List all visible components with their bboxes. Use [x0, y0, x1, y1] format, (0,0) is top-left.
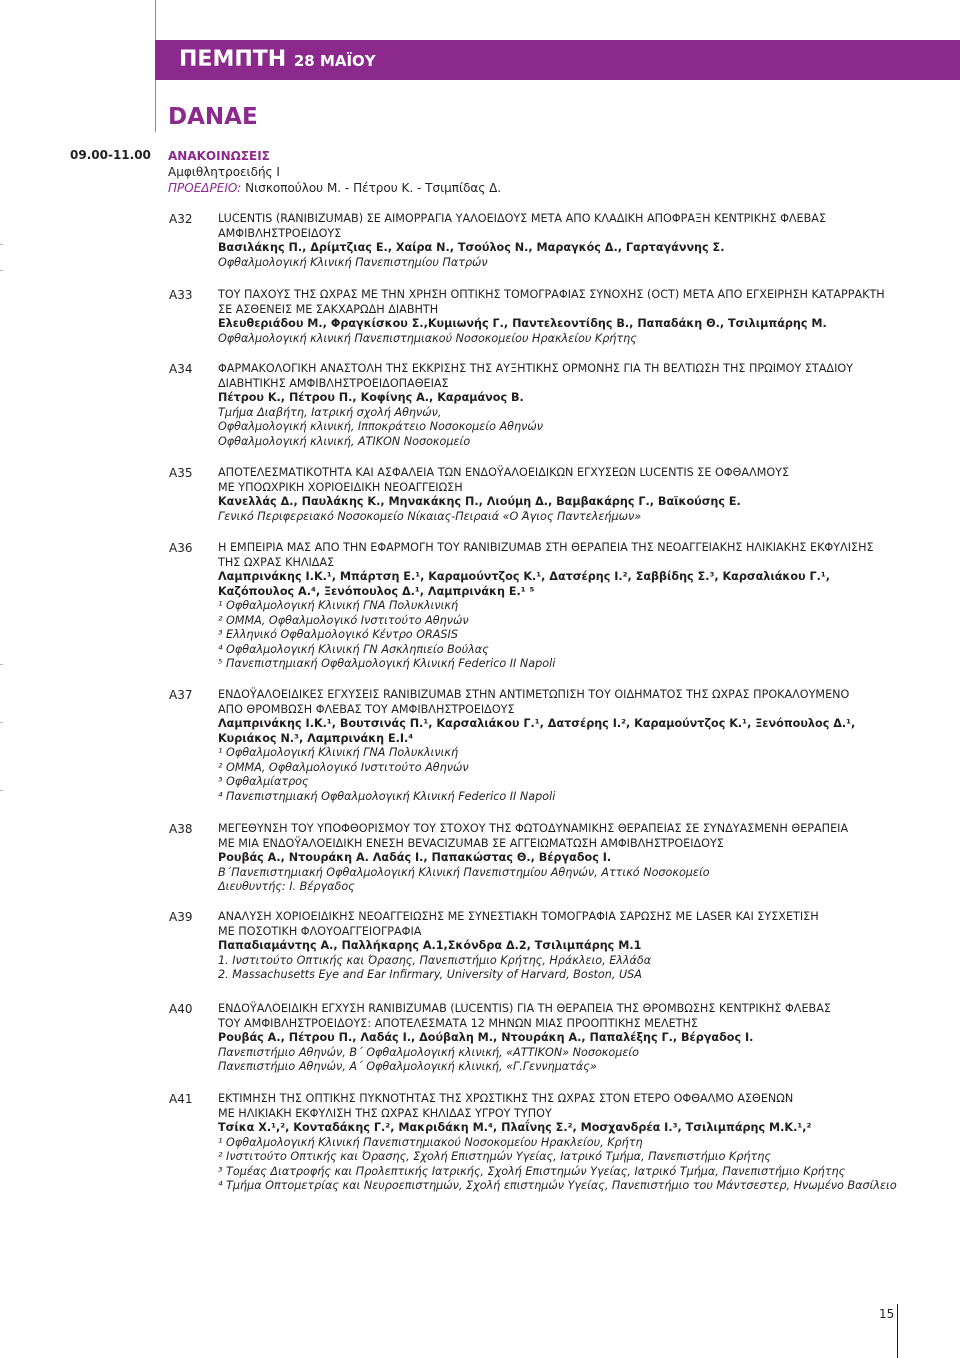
abstract-title-line: ΜΕ ΗΛΙΚΙΑΚΗ ΕΚΦΥΛΙΣΗ ΤΗΣ ΩΧΡΑΣ ΚΗΛΙΔΑΣ ΥΓΡΟΥ ΤΥΠΟΥ — [218, 1106, 552, 1120]
margin-tick — [0, 244, 3, 245]
abstract-authors-line: Πέτρου Κ., Πέτρου Π., Κοφίνης Α., Καραμάνος Β. — [218, 391, 524, 404]
abstract-body — [218, 362, 918, 449]
abstract-code: A41 — [169, 1092, 193, 1106]
abstract-affiliation-line: Οφθαλμολογική κλινική, Ιπποκράτειο Νοσοκομείο Αθηνών — [218, 420, 543, 433]
margin-tick — [0, 790, 3, 791]
abstract-title-line: ΕΝΔΟΫΑΛΟΕΙΔΙΚΗ ΕΓΧΥΣΗ RANIBIZUMAB (LUCENTIS) ΓΙΑ ΤΗ ΘΕΡΑΠΕΙΑ ΤΗΣ ΘΡΟΜΒΩΣΗΣ ΚΕΝΤΡΙΚΗΣ ΦΛΕΒΑΣ — [218, 1002, 831, 1015]
abstract-body — [218, 688, 918, 804]
page-number-rule — [897, 1304, 898, 1358]
day-banner — [155, 40, 960, 80]
margin-tick — [0, 722, 3, 723]
abstract-affiliation-line: ³ Τομέας Διατροφής και Προλεπτικής Ιατρικής, Σχολή Επιστημών Υγείας, Ιατρικό Τμήμα, Πανεπιστήμιο Κρήτης — [218, 1164, 846, 1178]
page-number: 15 — [879, 1307, 895, 1321]
abstract-title-line: ΜΕ ΥΠΟΩΧΡΙΚΗ ΧΟΡΙΟΕΙΔΙΚΗ ΝΕΟΑΓΓΕΙΩΣΗ — [218, 480, 463, 494]
abstract-title-line: ΑΠΟ ΘΡΟΜΒΩΣΗ ΦΛΕΒΑΣ ΤΟΥ ΑΜΦΙΒΛΗΣΤΡΟΕΙΔΟΥΣ — [218, 702, 515, 716]
abstract-authors-line: Καζόπουλος Α.⁴, Ξενόπουλος Δ.¹, Λαμπρινάκη Ε.¹ ⁵ — [218, 584, 535, 598]
abstract-title-line: ΤΟΥ ΠΑΧΟΥΣ ΤΗΣ ΩΧΡΑΣ ΜΕ ΤΗΝ ΧΡΗΣΗ ΟΠΤΙΚΗΣ ΤΟΜΟΓΡΑΦΙΑΣ ΣΥΝΟΧΗΣ (OCT) ΜΕΤΑ ΑΠΟ ΕΓΧΕΙΡΗΣΗ ΚΑΤΑΡΡΑΚΤΗ — [218, 288, 885, 301]
abstract-title-line: LUCENTIS (RANIBIZUMAB) ΣΕ ΑΙΜΟΡΡΑΓΙΑ ΥΑΛΟΕΙΔΟΥΣ ΜΕΤΑ ΑΠΟ ΚΛΑΔΙΚΗ ΑΠΟΦΡΑΞΗ ΚΕΝΤΡΙΚΗΣ ΦΛΕΒΑΣ — [218, 212, 827, 225]
session-info — [168, 148, 501, 196]
day-date: 28 ΜΑΪΟΥ — [293, 52, 376, 70]
abstract-body — [218, 288, 918, 346]
abstract-affiliation-line: Πανεπιστήμιο Αθηνών, Β΄ Οφθαλμολογική κλινική, «ΑΤΤΙΚΟΝ» Νοσοκομείο — [218, 1045, 640, 1059]
abstract-affiliation-line: ¹ Οφθαλμολογική Κλινική Πανεπιστημιακού Νοσοκομείου Ηρακλείου, Κρήτη — [218, 1135, 643, 1149]
abstract-affiliation-line: ³ Οφθαλμίατρος — [218, 775, 309, 788]
abstract-code: A38 — [169, 822, 193, 836]
abstract-title-line: ΤΗΣ ΩΧΡΑΣ ΚΗΛΙΔΑΣ — [218, 555, 335, 569]
abstract-affiliation-line: ⁴ Τμήμα Οπτομετρίας και Νευροεπιστημών, Σχολή επιστημών Υγείας, Πανεπιστήμιο του Μάντσεστερ, Ηνωμένο Βασίλειο — [218, 1179, 897, 1192]
chair-label: ΠΡΟΕΔΡΕΙΟ: — [168, 181, 242, 195]
abstract-title-line: ΕΚΤΙΜΗΣΗ ΤΗΣ ΟΠΤΙΚΗΣ ΠΥΚΝΟΤΗΤΑΣ ΤΗΣ ΧΡΩΣΤΙΚΗΣ ΤΗΣ ΩΧΡΑΣ ΣΤΟΝ ΕΤΕΡΟ ΟΦΘΑΛΜΟ ΑΣΘΕΝΩΝ — [218, 1092, 794, 1105]
abstract-body — [218, 910, 918, 983]
abstract-affiliation-line: ² ΟΜΜΑ, Οφθαλμολογικό Ινστιτούτο Αθηνών — [218, 760, 469, 774]
abstract-code: A32 — [169, 212, 193, 226]
abstract-authors-line: Κανελλάς Δ., Παυλάκης Κ., Μηνακάκης Π., Λιούμη Δ., Βαμβακάρης Γ., Βαϊκούσης Ε. — [218, 495, 741, 508]
abstract-affiliation-line: ² Ινστιτούτο Οπτικής και Όρασης, Σχολή Επιστημών Υγείας, Ιατρικό Τμήμα, Πανεπιστήμιο Κρήτης — [218, 1150, 771, 1163]
abstract-title-line: ΕΝΔΟΫΑΛΟΕΙΔΙΚΕΣ ΕΓΧΥΣΕΙΣ RANIBIZUMAB ΣΤΗΝ ΑΝΤΙΜΕΤΩΠΙΣΗ ΤΟΥ ΟΙΔΗΜΑΤΟΣ ΤΗΣ ΩΧΡΑΣ ΠΡΟΚΑΛΟΥΜΕΝΟ — [218, 688, 850, 701]
abstract-title-line: ΦΑΡΜΑΚΟΛΟΓΙΚΗ ΑΝΑΣΤΟΛΗ ΤΗΣ ΕΚΚΡΙΣΗΣ ΤΗΣ ΑΥΞΗΤΙΚΗΣ ΟΡΜΟΝΗΣ ΓΙΑ ΤΗ ΒΕΛΤΙΩΣΗ ΤΗΣ ΠΡΩΙΜΟΥ ΣΤΑΔΙΟΥ — [218, 362, 854, 375]
abstract-code: A35 — [169, 466, 193, 480]
abstract-body — [218, 212, 918, 270]
abstract-authors-line: Λαμπρινάκης Ι.Κ.¹, Μπάρτση Ε.¹, Καραμούντζος Κ.¹, Δατσέρης Ι.², Σαββίδης Σ.³, Καρσαλιάκου Γ.¹, — [218, 570, 831, 583]
abstract-authors-line: Τσίκα Χ.¹,², Κονταδάκης Γ.², Μακριδάκη Μ.⁴, Πλαΐνης Σ.², Μοσχανδρέα Ι.³, Τσιλιμπάρης Μ.Κ.¹,² — [218, 1121, 812, 1134]
abstract-authors-line: Ελευθεριάδου Μ., Φραγκίσκου Σ.,Κυμιωνής Γ., Παντελεοντίδης Β., Παπαδάκη Θ., Τσιλιμπάρης Μ. — [218, 317, 827, 330]
room-title: DANAE — [168, 104, 258, 130]
abstract-authors-line: Ρουβάς Α., Ντουράκη Α. Λαδάς Ι., Παπακώστας Θ., Βέργαδος Ι. — [218, 851, 612, 864]
margin-tick — [0, 270, 3, 271]
abstract-affiliation-line: Οφθαλμολογική κλινική, ΑΤΙΚΟΝ Νοσοκομείο — [218, 434, 471, 448]
abstract-authors-line: Λαμπρινάκης Ι.Κ.¹, Βουτσινάς Π.¹, Καρσαλιάκου Γ.¹, Δατσέρης Ι.², Καραμούντζος Κ.¹, Ξενόπουλος Δ.¹, — [218, 717, 856, 730]
abstract-body — [218, 541, 918, 672]
abstract-affiliation-line: Γενικό Περιφερειακό Νοσοκομείο Νίκαιας-Πειραιά «Ο Άγιος Παντελεήμων» — [218, 509, 642, 523]
abstract-affiliation-line: Πανεπιστήμιο Αθηνών, Α΄ Οφθαλμολογική κλινική, «Γ.Γεννηματάς» — [218, 1060, 597, 1073]
abstract-affiliation-line: Διευθυντής: Ι. Βέργαδος — [218, 880, 355, 893]
abstract-title-line: ΜΕΓΕΘΥΝΣΗ ΤΟΥ ΥΠΟΦΘΟΡΙΣΜΟΥ ΤΟΥ ΣΤΟΧΟΥ ΤΗΣ ΦΩΤΟΔΥΝΑΜΙΚΗΣ ΘΕΡΑΠΕΙΑΣ ΣΕ ΣΥΝΔΥΑΣΜΕΝΗ ΘΕΡΑΠΕΙΑ — [218, 822, 849, 835]
abstract-affiliation-line: ¹ Οφθαλμολογική Κλινική ΓΝΑ Πολυκλινική — [218, 599, 459, 612]
abstract-body — [218, 1092, 918, 1194]
abstract-code: A34 — [169, 362, 193, 376]
abstract-code: A40 — [169, 1002, 193, 1016]
abstract-affiliation-line: ⁵ Πανεπιστημιακή Οφθαλμολογική Κλινική Federico II Napoli — [218, 657, 556, 670]
abstract-affiliation-line: 1. Ινστιτούτο Οπτικής και Όρασης, Πανεπιστήμιο Κρήτης, Ηράκλειο, Ελλάδα — [218, 953, 652, 967]
abstract-affiliation-line: 2. Massachusetts Eye and Ear Infirmary, University of Harvard, Boston, USA — [218, 968, 642, 981]
abstract-code: A33 — [169, 288, 193, 302]
abstract-affiliation-line: Οφθαλμολογική κλινική Πανεπιστημιακού Νοσοκομείου Ηρακλείου Κρήτης — [218, 331, 637, 345]
abstract-title-line: ΑΜΦΙΒΛΗΣΤΡΟΕΙΔΟΥΣ — [218, 226, 342, 240]
day-name: ΠΕΜΠΤΗ — [179, 47, 287, 72]
abstract-affiliation-line: Οφθαλμολογική Κλινική Πανεπιστημίου Πατρών — [218, 255, 488, 269]
abstract-affiliation-line: ⁴ Οφθαλμολογική Κλινική ΓΝ Ασκληπιείο Βούλας — [218, 642, 489, 656]
chair-names: Νισκοπούλου Μ. - Πέτρου Κ. - Τσιμπίδας Δ. — [245, 181, 502, 195]
abstract-body — [218, 822, 918, 895]
abstract-affiliation-line: ⁴ Πανεπιστημιακή Οφθαλμολογική Κλινική Federico II Napoli — [218, 789, 556, 803]
session-chairs — [168, 180, 501, 196]
abstract-body — [218, 1002, 918, 1075]
abstract-affiliation-line: Β΄Πανεπιστημιακή Οφθαλμολογική Κλινική Πανεπιστημίου Αθηνών, Αττικό Νοσοκομείο — [218, 865, 710, 879]
abstract-title-line: ΜΕ ΠΟΣΟΤΙΚΗ ΦΛΟΥΟΑΓΓΕΙΟΓΡΑΦΙΑ — [218, 924, 422, 938]
abstract-affiliation-line: ² ΟΜΜΑ, Οφθαλμολογικό Ινστιτούτο Αθηνών — [218, 613, 469, 627]
session-hall: Αμφιθλητροειδής Ι — [168, 165, 280, 179]
abstract-affiliation-line: ³ Ελληνικό Οφθαλμολογικό Κέντρο ORASIS — [218, 628, 458, 641]
abstract-title-line: ΣΕ ΑΣΘΕΝΕΙΣ ΜΕ ΣΑΚΧΑΡΩΔΗ ΔΙΑΒΗΤΗ — [218, 302, 439, 316]
session-time: 09.00-11.00 — [70, 148, 151, 162]
abstract-authors-line: Κυριάκος Ν.³, Λαμπρινάκη Ε.Ι.⁴ — [218, 731, 414, 745]
abstract-authors-line: Βασιλάκης Π., Δρίμτζιας Ε., Χαίρα Ν., Τσούλος Ν., Μαραγκός Δ., Γαρταγάννης Σ. — [218, 241, 725, 254]
abstract-title-line: ΔΙΑΒΗΤΙΚΗΣ ΑΜΦΙΒΛΗΣΤΡΟΕΙΔΟΠΑΘΕΙΑΣ — [218, 376, 449, 390]
abstract-affiliation-line: ¹ Οφθαλμολογική Κλινική ΓΝΑ Πολυκλινική — [218, 746, 459, 759]
session-title: ΑΝΑΚΟΙΝΩΣΕΙΣ — [168, 149, 270, 163]
abstract-code: A37 — [169, 688, 193, 702]
day-heading — [179, 47, 376, 72]
abstract-title-line: Η ΕΜΠΕΙΡΙΑ ΜΑΣ ΑΠΟ ΤΗΝ ΕΦΑΡΜΟΓΗ ΤΟΥ RANIBIZUMAB ΣΤΗ ΘΕΡΑΠΕΙΑ ΤΗΣ ΝΕΟΑΓΓΕΙΑΚΗΣ ΗΛΙΚΙΑΚΗΣ ΕΚΦΥΛΙΣΗΣ — [218, 541, 874, 554]
abstract-code: A36 — [169, 541, 193, 555]
abstract-authors-line: Ρουβάς Α., Πέτρου Π., Λαδάς Ι., Δούβαλη Μ., Ντουράκη Α., Παπαλέξης Γ., Βέργαδος Ι. — [218, 1031, 754, 1044]
abstract-affiliation-line: Τμήμα Διαβήτη, Ιατρική σχολή Αθηνών, — [218, 405, 442, 419]
abstract-body — [218, 466, 918, 524]
abstract-title-line: ΤΟΥ ΑΜΦΙΒΛΗΣΤΡΟΕΙΔΟΥΣ: ΑΠΟΤΕΛΕΣΜΑΤΑ 12 ΜΗΝΩΝ ΜΙΑΣ ΠΡΟΟΠΤΙΚΗΣ ΜΕΛΕΤΗΣ — [218, 1016, 698, 1030]
abstract-authors-line: Παπαδιαμάντης Α., Παλλήκαρης Α.1,Σκόνδρα Δ.2, Τσιλιμπάρης Μ.1 — [218, 939, 642, 952]
abstract-code: A39 — [169, 910, 193, 924]
abstract-title-line: ΜΕ ΜΙΑ ΕΝΔΟΫΑΛΟΕΙΔΙΚΗ ΕΝΕΣΗ BEVACIZUMAB ΣΕ ΑΓΓΕΙΩΜΑΤΩΣΗ ΑΜΦΙΒΛΗΣΤΡΟΕΙΔΟΥΣ — [218, 836, 724, 850]
abstract-title-line: ΑΝΑΛΥΣΗ ΧΟΡΙΟΕΙΔΙΚΗΣ ΝΕΟΑΓΓΕΙΩΣΗΣ ΜΕ ΣΥΝΕΣΤΙΑΚΗ ΤΟΜΟΓΡΑΦΙΑ ΣΑΡΩΣΗΣ ΜΕ LASER ΚΑΙ ΣΥΣΧΕΤΙΣΗ — [218, 910, 819, 923]
abstract-title-line: ΑΠΟΤΕΛΕΣΜΑΤΙΚΟΤΗΤΑ ΚΑΙ ΑΣΦΑΛΕΙΑ ΤΩΝ ΕΝΔΟΫΑΛΟΕΙΔΙΚΩΝ ΕΓΧΥΣΕΩΝ LUCENTIS ΣΕ ΟΦΘΑΛΜΟΥΣ — [218, 466, 790, 479]
margin-tick — [0, 664, 3, 665]
